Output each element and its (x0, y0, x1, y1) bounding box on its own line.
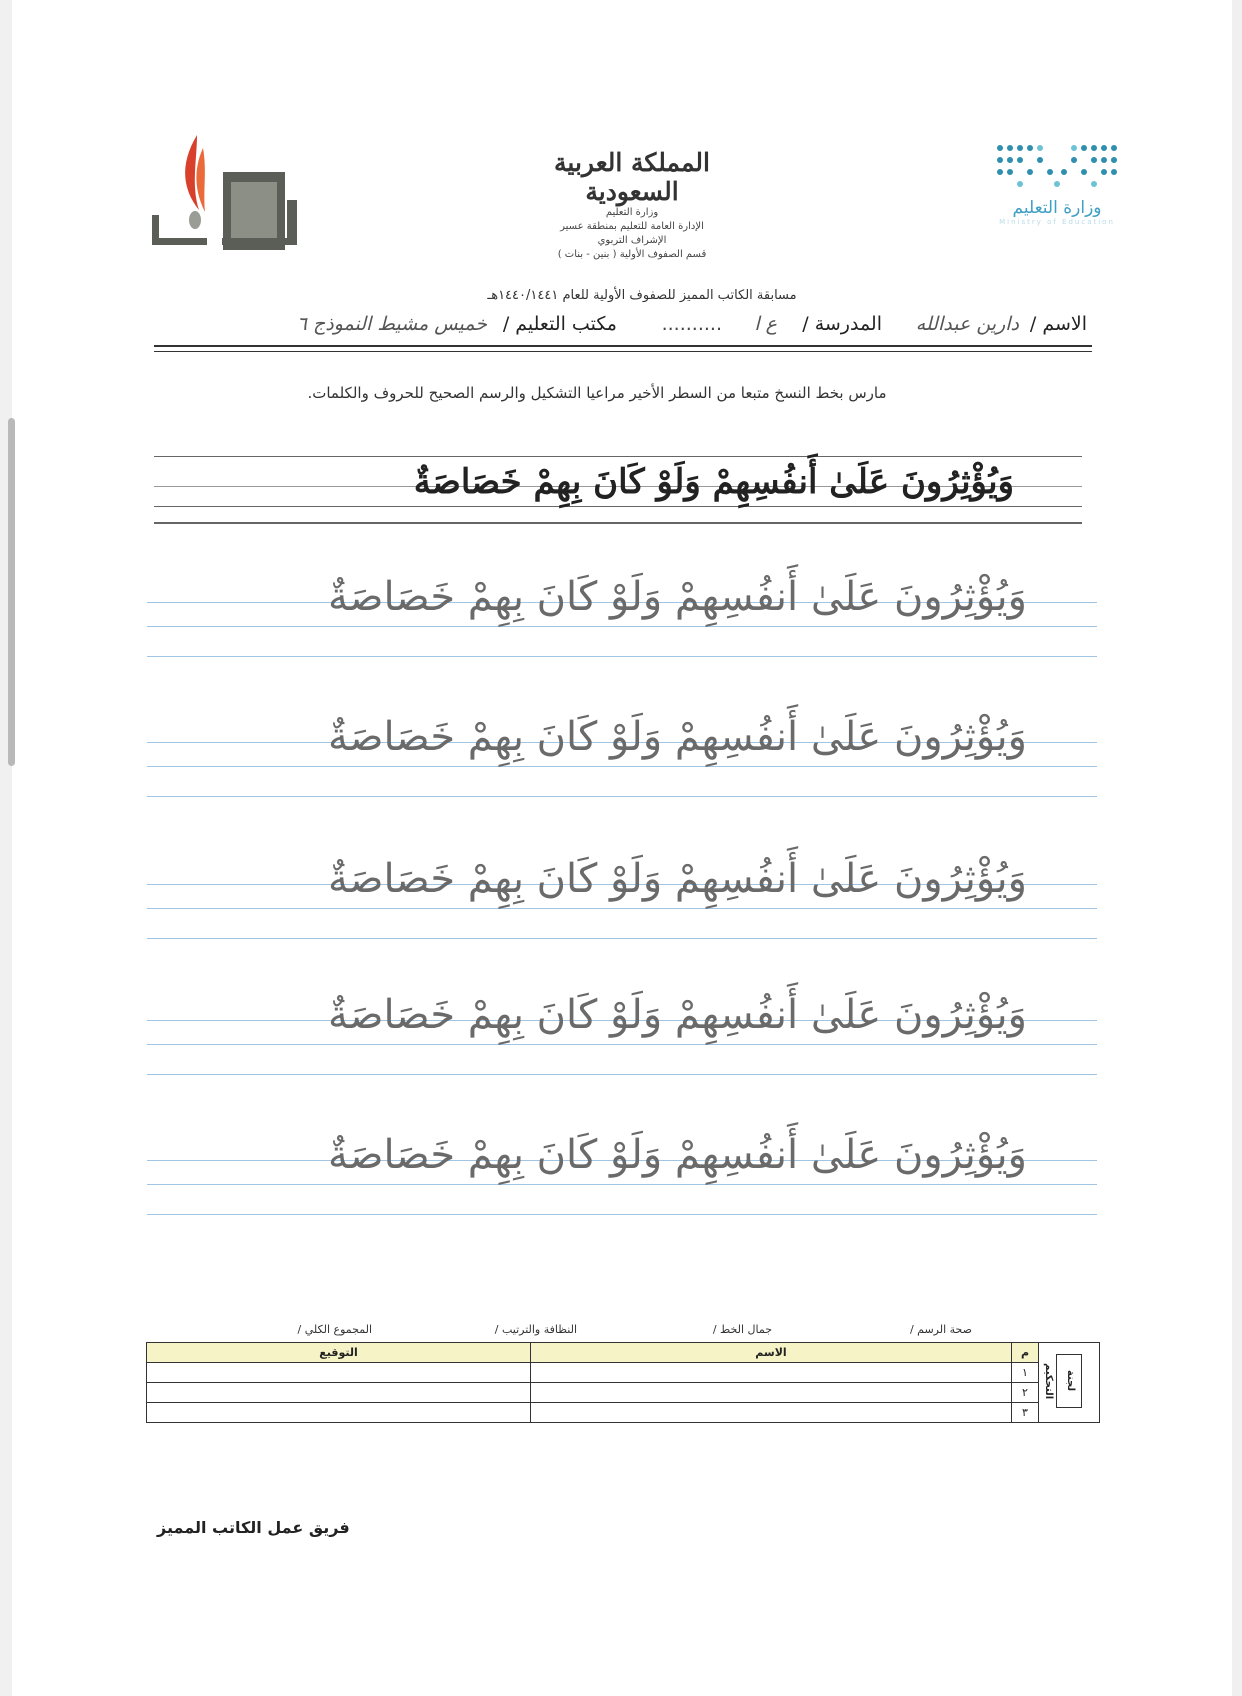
table-row (147, 1403, 1100, 1423)
practice-line (147, 978, 1097, 1083)
table-row (147, 1383, 1100, 1403)
model-sentence: وَيُؤْثِرُونَ عَلَىٰ أَنفُسِهِمْ وَلَوْ كَانَ بِهِمْ خَصَاصَةٌ (413, 462, 1014, 502)
instruction-text: مارس بخط النسخ متبعا من السطر الأخير مراعيا التشكيل والرسم الصحيح للحروف والكلمات. (307, 384, 887, 402)
header-line-directorate: الإدارة العامة للتعليم بمنطقة عسير (560, 221, 704, 232)
table-row (147, 1363, 1100, 1383)
signature-header: التوقيع (147, 1343, 531, 1363)
ministry-logo-subtext: Ministry of Education (999, 218, 1115, 226)
table-header-row (147, 1343, 1100, 1363)
school-value: ع ا (754, 313, 777, 335)
committee-cell (1039, 1343, 1100, 1423)
judge-name-cell[interactable] (531, 1403, 1012, 1423)
practice-line (147, 700, 1097, 805)
practice-line-text: وَيُؤْثِرُونَ عَلَىٰ أَنفُسِهِمْ وَلَوْ كَانَ بِهِمْ خَصَاصَةٌ (328, 856, 1027, 902)
score-cleanliness-label: النظافة والترتيب / (494, 1323, 577, 1336)
name-header: الاسم (531, 1343, 1012, 1363)
practice-line (147, 560, 1097, 665)
judges-table (146, 1342, 1100, 1423)
header-line-supervision: الإشراف التربوي (597, 235, 667, 246)
judge-name-cell[interactable] (531, 1363, 1012, 1383)
worksheet-page (12, 0, 1232, 1696)
header-rule-thin (154, 351, 1092, 352)
ministry-logo (987, 140, 1127, 260)
header-line-ministry: وزارة التعليم (605, 207, 659, 218)
committee-label: لجنة التحكيم (1056, 1354, 1082, 1408)
official-header (512, 148, 752, 262)
footer-team-name: فريق عمل الكاتب المميز (157, 1518, 350, 1537)
name-value: دارين عبدالله (915, 313, 1019, 335)
office-label: مكتب التعليم / (502, 313, 617, 335)
score-total-label: المجموع الكلي / (297, 1323, 372, 1336)
header-rule (154, 345, 1092, 347)
competition-logo (147, 130, 327, 270)
dots-filler: .......... (661, 313, 722, 335)
row-number: ١ (1012, 1363, 1039, 1383)
competition-title: مسابقة الكاتب المميز للصفوف الأولية للعام ١٤٤٠/١٤٤١هـ (487, 288, 797, 303)
ministry-dots-icon (992, 140, 1122, 190)
row-number: ٢ (1012, 1383, 1039, 1403)
student-info-row (152, 309, 1087, 345)
judge-signature-cell[interactable] (147, 1383, 531, 1403)
practice-line-text: وَيُؤْثِرُونَ عَلَىٰ أَنفُسِهِمْ وَلَوْ كَانَ بِهِمْ خَصَاصَةٌ (328, 574, 1027, 620)
office-value: خميس مشيط النموذج ٦ (296, 313, 487, 335)
score-drawing-label: صحة الرسم / (909, 1323, 972, 1336)
score-beauty-label: جمال الخط / (712, 1323, 772, 1336)
ministry-logo-text: وزارة التعليم (1012, 198, 1102, 218)
practice-line (147, 842, 1097, 947)
num-header: م (1012, 1343, 1039, 1363)
row-number: ٣ (1012, 1403, 1039, 1423)
judge-signature-cell[interactable] (147, 1363, 531, 1383)
school-label: المدرسة / (802, 313, 882, 335)
kingdom-title: المملكة العربية السعودية (554, 148, 710, 206)
score-labels (232, 1323, 972, 1341)
judge-signature-cell[interactable] (147, 1403, 531, 1423)
practice-line-text: وَيُؤْثِرُونَ عَلَىٰ أَنفُسِهِمْ وَلَوْ كَانَ بِهِمْ خَصَاصَةٌ (328, 992, 1027, 1038)
model-sentence-box (154, 444, 1082, 526)
practice-line-text: وَيُؤْثِرُونَ عَلَىٰ أَنفُسِهِمْ وَلَوْ كَانَ بِهِمْ خَصَاصَةٌ (328, 1132, 1027, 1178)
scrollbar[interactable] (8, 418, 15, 766)
header-line-department: قسم الصفوف الأولية ( بنين - بنات ) (557, 249, 707, 260)
judge-name-cell[interactable] (531, 1383, 1012, 1403)
practice-line-text: وَيُؤْثِرُونَ عَلَىٰ أَنفُسِهِمْ وَلَوْ كَانَ بِهِمْ خَصَاصَةٌ (328, 714, 1027, 760)
practice-line (147, 1118, 1097, 1223)
name-label: الاسم / (1029, 313, 1087, 335)
